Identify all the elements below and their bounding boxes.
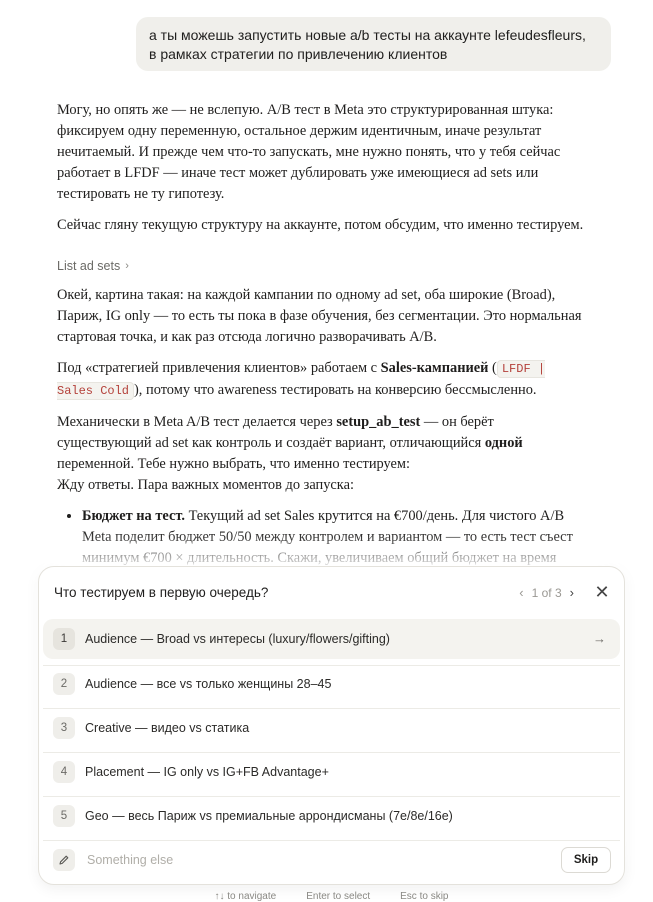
pager-label: 1 of 3 — [531, 585, 562, 600]
text-span: Жду ответы. Пара важных моментов до запуска: — [57, 477, 354, 493]
other-answer-input[interactable] — [85, 852, 489, 868]
keyboard-hints — [0, 891, 653, 902]
bold-text: Бюджет на тест. — [82, 508, 185, 524]
user-message-text: а ты можешь запустить новые a/b тесты на аккаунте lefeudesfleurs, в рамках стратегии по привлечению клиентов — [149, 27, 586, 62]
text-span: ( — [488, 360, 497, 376]
assistant-paragraph: Окей, картина такая: на каждой кампании по одному ad set, оба широкие (Broad), Париж, IG only — то есть ты пока в фазе обучения, без сегментации. Это нормальная стартовая точка, и как раз отсюда логично разворачивать A/B. — [57, 287, 582, 345]
hint-navigate: ↑↓ to navigate — [214, 891, 277, 902]
tool-call-label: List ad sets — [57, 259, 121, 273]
option-number: 2 — [53, 673, 75, 695]
option-label: Geo — весь Париж vs премиальные аррондисманы (7e/8e/16e) — [85, 809, 453, 823]
hint-skip: Esc to skip — [400, 891, 449, 902]
option-1[interactable] — [43, 619, 620, 659]
option-number: 3 — [53, 717, 75, 739]
question-panel-header — [39, 567, 624, 617]
option-number: 1 — [53, 628, 75, 650]
pencil-icon-svg — [58, 854, 70, 866]
option-number: 5 — [53, 805, 75, 827]
assistant-message — [57, 100, 587, 644]
text-span: Текущий ad set Sales крутится на €700/день. Для чистого A/B Meta поделит бюджет 50/50 между контролем и вариантом — то есть тест съест минимум €700 × длительность. Скажи, увеличиваем общий бюджет на время — [82, 508, 573, 566]
close-icon[interactable]: ✕ — [594, 582, 610, 602]
assistant-paragraph: Сейчас гляну текущую структуру на аккаунте, потом обсудим, что именно тестируем. — [57, 217, 584, 233]
chevron-right-icon[interactable]: › — [569, 585, 574, 600]
assistant-paragraph: Могу, но опять же — не вслепую. A/B тест в Meta это структурированная штука: фиксируем одну переменную, остальное держим идентичным, иначе результат нечитаемый. И прежде чем что-то запускать, мне нужно понять, что у тебя сейчас работает в LFDF — иначе тест может дублировать уже имеющиеся ad sets или тестировать не ту гипотезу. — [57, 102, 561, 202]
user-message-bubble — [136, 17, 611, 71]
option-5[interactable] — [43, 796, 620, 836]
option-label: Placement — IG only vs IG+FB Advantage+ — [85, 765, 329, 779]
option-label: Audience — все vs только женщины 28–45 — [85, 677, 332, 691]
text-span: переменной. Тебе нужно выбрать, что именно тестируем: — [57, 456, 411, 472]
option-4[interactable] — [43, 752, 620, 792]
text-span: ), потому что awareness тестировать на конверсию бессмысленно. — [134, 382, 537, 398]
text-span: Под «стратегией привлечения клиентов» работаем с — [57, 360, 381, 376]
assistant-paragraph — [57, 358, 587, 402]
chevron-right-icon: › — [125, 260, 129, 272]
option-label: Creative — видео vs статика — [85, 721, 250, 735]
option-number: 4 — [53, 761, 75, 783]
skip-button[interactable]: Skip — [561, 847, 611, 873]
question-pager — [519, 585, 574, 600]
question-title: Что тестируем в первую очередь? — [54, 585, 269, 600]
assistant-paragraph — [57, 412, 587, 496]
divider — [43, 840, 620, 841]
option-2[interactable] — [43, 664, 620, 704]
campaign-name-code: LFDF | Sales Cold — [57, 362, 546, 398]
text-span: — он берёт существующий ad set как контроль и создаёт вариант, отличающийся — [57, 414, 494, 451]
hint-select: Enter to select — [306, 891, 371, 902]
option-3[interactable] — [43, 708, 620, 748]
bold-text: setup_ab_test — [336, 414, 421, 430]
bold-text: Sales-кампанией — [380, 360, 489, 376]
pencil-icon — [53, 849, 75, 871]
bold-text: одной — [484, 435, 523, 451]
tool-call-list-ad-sets[interactable] — [57, 256, 587, 277]
other-answer-row — [43, 844, 620, 876]
text-span: Механически в Meta A/B тест делается через — [57, 414, 337, 430]
chevron-left-icon[interactable]: ‹ — [519, 585, 524, 600]
option-label: Audience — Broad vs интересы (luxury/flowers/gifting) — [85, 632, 390, 646]
arrow-right-icon: → — [593, 631, 606, 646]
question-panel — [38, 566, 625, 885]
